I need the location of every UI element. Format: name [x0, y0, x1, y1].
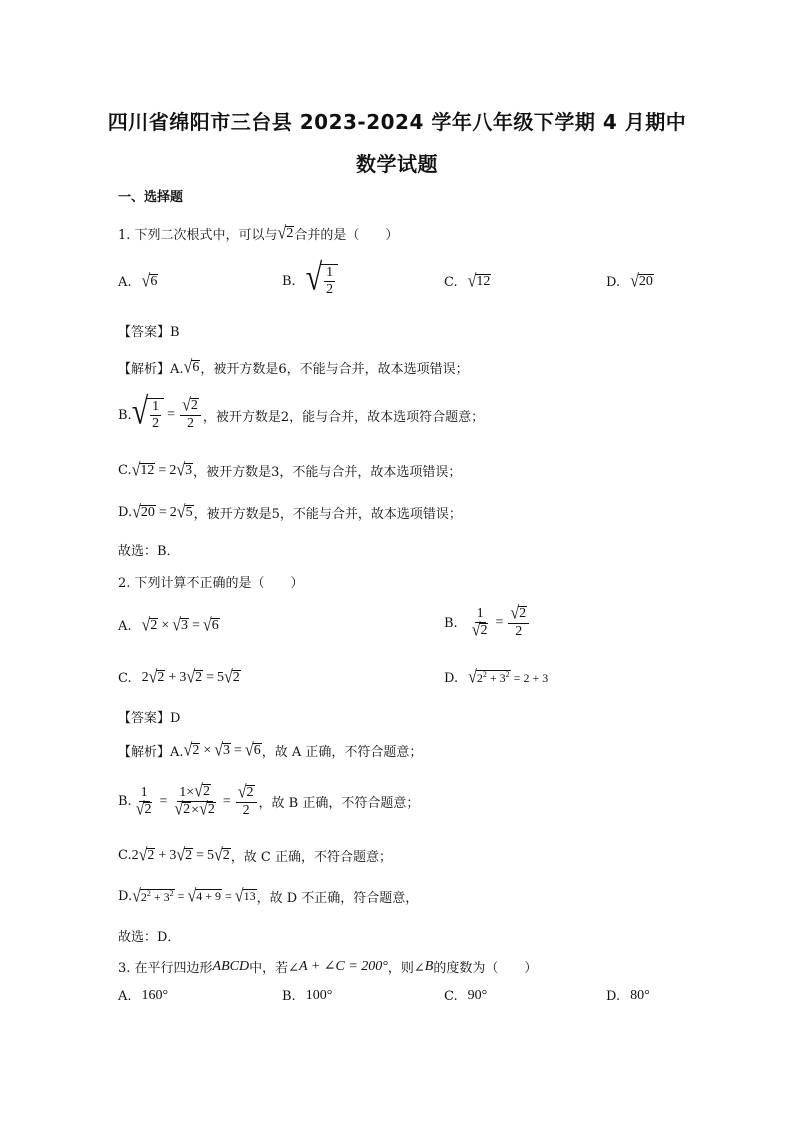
q2-analysis-c: C. 2 √ 2 + 3 √ 2 = 5 √ 2 ，故 C 正确，不符合题意； — [118, 845, 392, 865]
q1-conclusion: 故选：B． — [118, 544, 180, 559]
page-title: 四川省绵阳市三台县 2023-2024 学年八年级下学期 4 月期中 — [107, 110, 687, 134]
q1-analysis-c: C. √ 12 = 2 √ 3 ，被开方数是3，不能与合并，故本选项错误； — [118, 460, 462, 480]
q1-answer: 【答案】B — [118, 325, 180, 340]
q2-analysis-d: D. √ $2^2 + 3^2$ = √ 4 + 9 = √ 13 ，故 D 不正确，符合题意， — [118, 886, 419, 906]
q1-stem-post: 合并的是（ ） — [294, 228, 399, 243]
page-subtitle: 数学试题 — [356, 152, 438, 176]
q2-analysis-a: 【解析】A. √ 2 × √ 3 = √ 6 ，故 A 正确，不符合题意； — [118, 740, 423, 760]
q3-option-b: B. 100° — [282, 988, 333, 1004]
q2-option-a: A. √ 2 × √ 3 = √ 6 — [118, 615, 219, 636]
question-1-stem — [118, 224, 398, 243]
q1-option-c: C. √ 12 — [444, 271, 491, 292]
q1-analysis-b: B. √ $\frac{1}{2}$ = √ 2 2 ，被开方数是2，能与合并，故本选项符合题意； — [118, 391, 485, 433]
q1-analysis-d: D. √ 20 = 2 √ 5 ，被开方数是5，不能与合并，故本选项错误； — [118, 502, 462, 522]
q2-option-c: C. 2 √ 2 + 3 √ 2 = 5 √ 2 — [118, 667, 240, 688]
q3-option-d: D. 80° — [606, 988, 650, 1004]
q1-option-d: D. √ 20 — [606, 271, 653, 292]
q1-stem-pre: 1. 下列二次根式中，可以与 — [118, 228, 278, 243]
q2-analysis-b: B. 1 √ 2 = 1× √ 2 √ 2 × √ 2 = √ 2 2 ，故 B 正确，不符合题意； — [118, 781, 420, 820]
q1-option-b: B. √ $\frac{1}{2}$ — [282, 264, 338, 298]
q1-stem-math: √ 2 — [277, 223, 294, 243]
question-3-stem: 3. 在平行四边形 ABCD 中，若∠ A + ∠C = 200° ，则∠ B 的度数为（ ） — [118, 958, 538, 976]
q3-option-a: A. 160° — [118, 988, 169, 1004]
q2-answer: 【答案】D — [118, 711, 181, 726]
section-heading: 一、选择题 — [118, 190, 184, 205]
q3-option-c: C. 90° — [444, 988, 488, 1004]
q2-option-d: D. √ $2^2 + 3^2$ = 2 + 3 — [444, 667, 549, 688]
question-2-stem: 2. 下列计算不正确的是（ ） — [118, 576, 304, 591]
q1-option-a: A. √ 6 — [118, 271, 158, 292]
q1-analysis-a: 【解析】A. √ 6 ，被开方数是6，不能与合并，故本选项错误； — [118, 357, 469, 377]
q2-option-b: B. 1 √ 2 = √ 2 2 — [444, 606, 531, 640]
q2-conclusion: 故选：D． — [118, 930, 181, 945]
